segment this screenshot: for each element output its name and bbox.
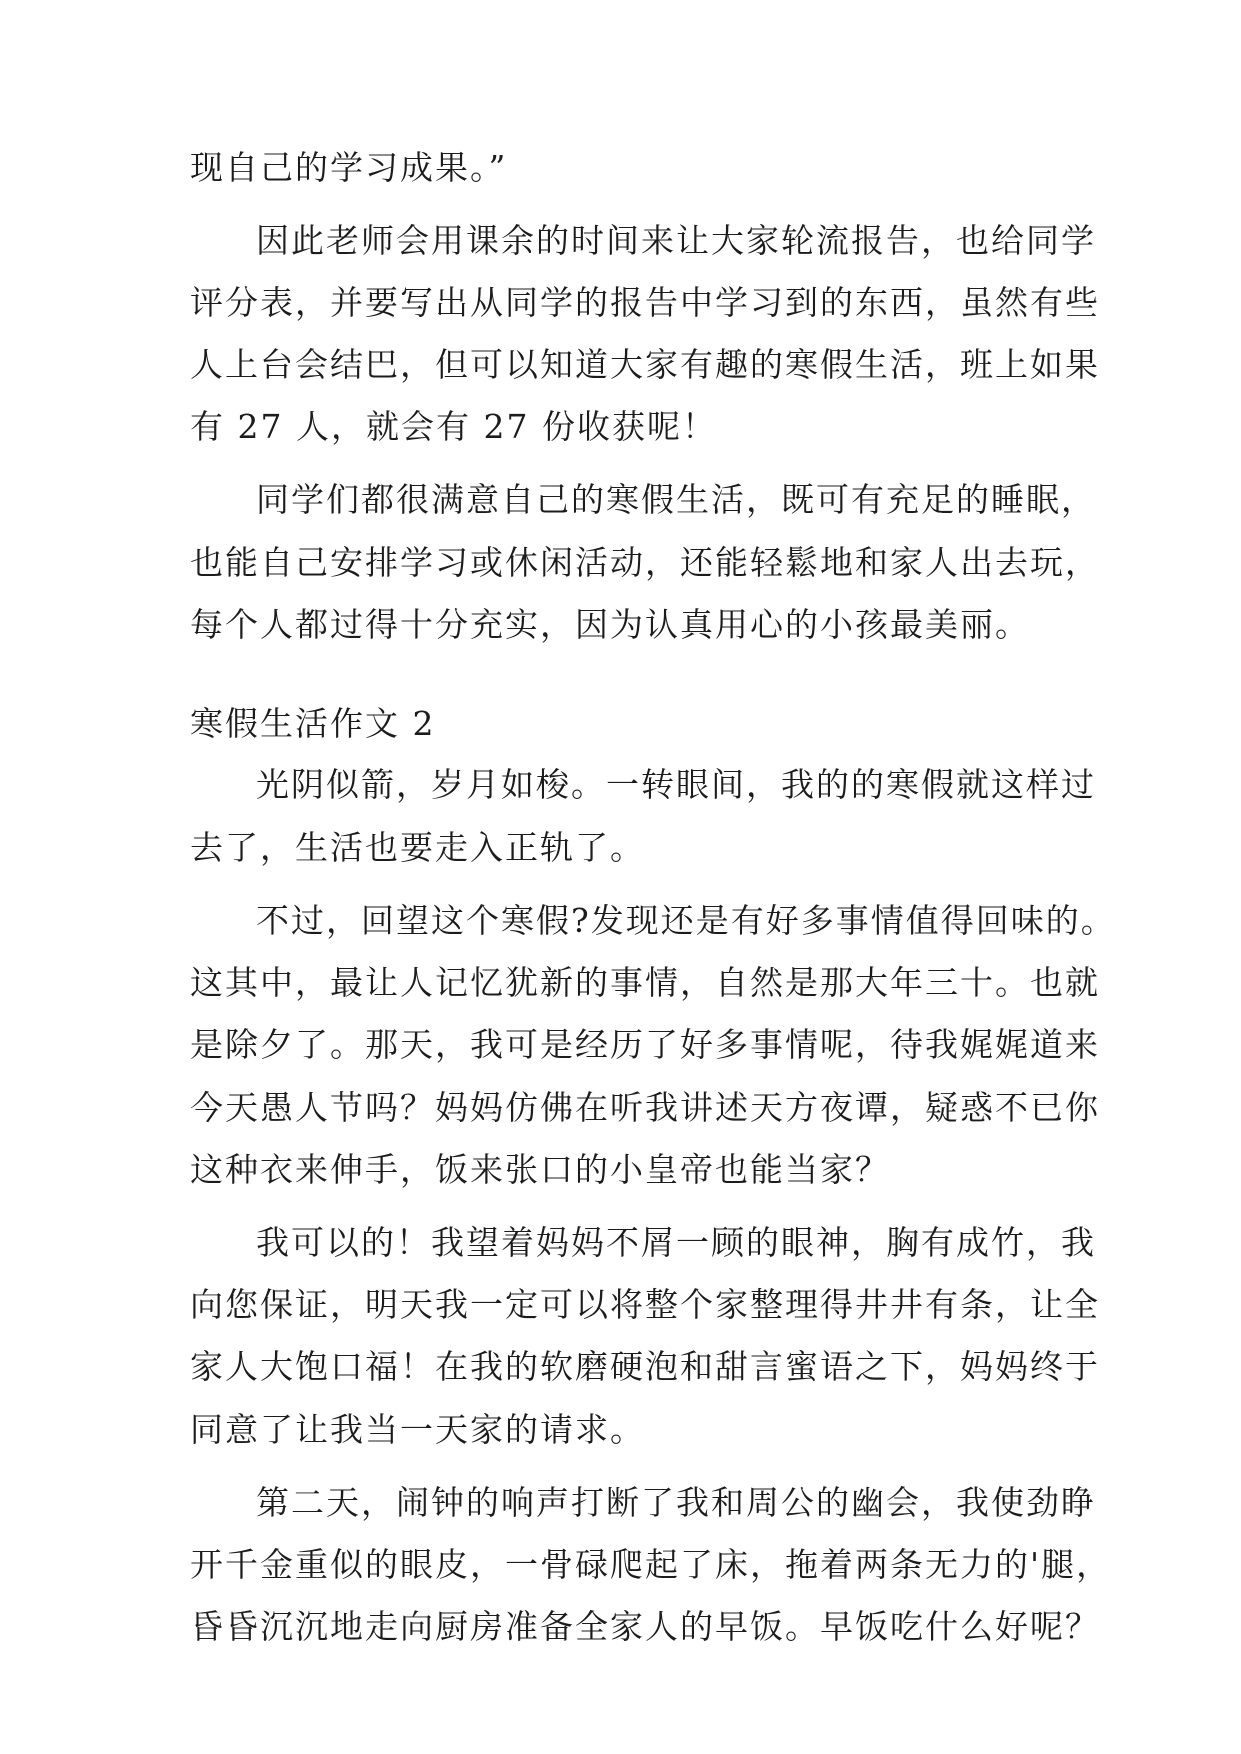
- text-line: 评分表，并要写出从同学的报告中学习到的东西，虽然有些: [190, 283, 1100, 322]
- text-line: 开千金重似的眼皮，一骨碌爬起了床，拖着两条无力的'腿，: [190, 1545, 1112, 1584]
- paragraph-start-line: 同学们都很满意自己的寒假生活，既可有充足的睡眠，: [256, 480, 1096, 519]
- text-line: 去了，生活也要走入正轨了。: [190, 828, 645, 867]
- text-line: 同意了让我当一天家的请求。: [190, 1410, 645, 1449]
- paragraph-start-line: 我可以的！我望着妈妈不屑一顾的眼神，胸有成竹，我: [256, 1223, 1096, 1262]
- paragraph-start-line: 第二天，闹钟的响声打断了我和周公的幽会，我使劲睁: [256, 1483, 1096, 1522]
- text-line: 向您保证，明天我一定可以将整个家整理得井井有条，让全: [190, 1285, 1100, 1324]
- paragraph-start-line: 不过，回望这个寒假?发现还是有好多事情值得回味的。: [256, 901, 1116, 940]
- paragraph-start-line: 因此老师会用课余的时间来让大家轮流报告，也给同学: [256, 221, 1096, 260]
- text-line: 这种衣来伸手，饭来张口的小皇帝也能当家？: [190, 1150, 890, 1189]
- paragraph-start-line: 光阴似箭，岁月如梭。一转眼间，我的的寒假就这样过: [256, 765, 1096, 804]
- text-line: 家人大饱口福！在我的软磨硬泡和甜言蜜语之下，妈妈终于: [190, 1347, 1100, 1386]
- text-line: 今天愚人节吗？妈妈仿佛在听我讲述天方夜谭，疑惑不已你: [190, 1088, 1100, 1127]
- text-line: 人上台会结巴，但可以知道大家有趣的寒假生活，班上如果: [190, 345, 1100, 384]
- text-line: 现自己的学习成果。”: [190, 148, 508, 187]
- text-line: 这其中，最让人记忆犹新的事情，自然是那大年三十。也就: [190, 963, 1100, 1002]
- text-line: 昏昏沉沉地走向厨房准备全家人的早饭。早饭吃什么好呢？: [190, 1607, 1100, 1646]
- text-line: 也能自己安排学习或休闲活动，还能轻鬆地和家人出去玩，: [190, 543, 1100, 582]
- text-line: 是除夕了。那天，我可是经历了好多事情呢，待我娓娓道来: [190, 1025, 1100, 1064]
- section-heading: 寒假生活作文 2: [190, 704, 436, 743]
- text-line: 每个人都过得十分充实，因为认真用心的小孩最美丽。: [190, 605, 1030, 644]
- text-line: 有 27 人，就会有 27 份收获呢！: [190, 407, 717, 446]
